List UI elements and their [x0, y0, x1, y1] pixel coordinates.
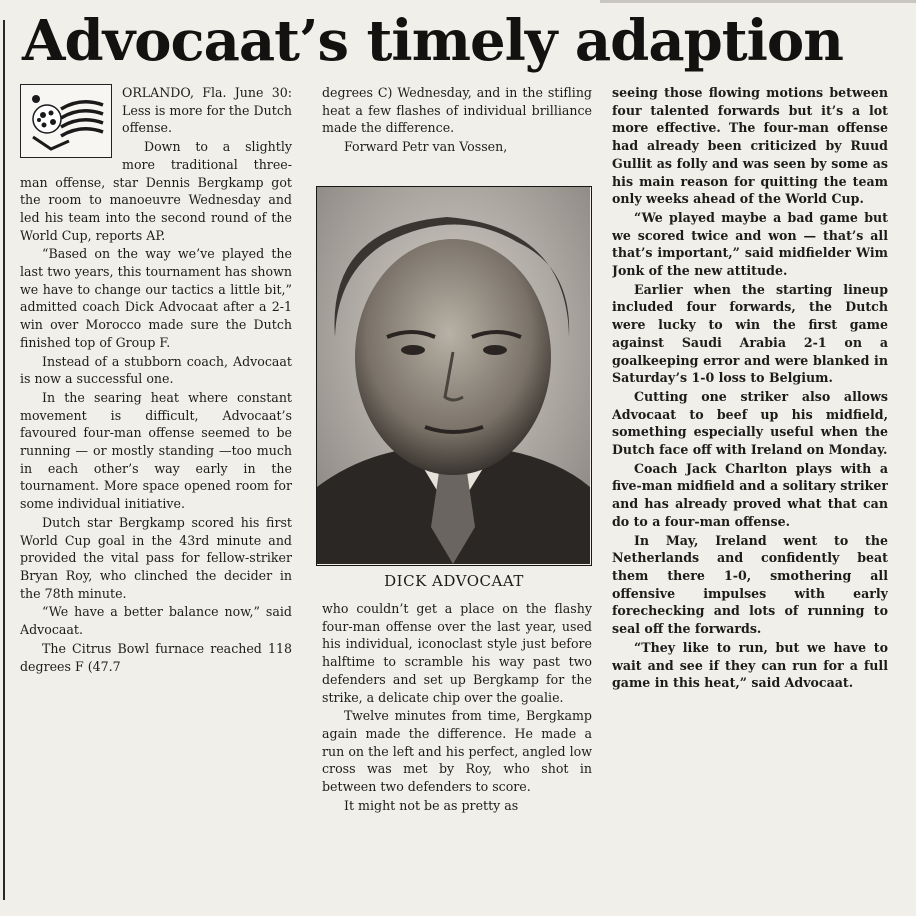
paragraph: The Citrus Bowl furnace reached 118 degrees F (47.7: [20, 640, 292, 674]
paragraph: Twelve minutes from time, Bergkamp again made the difference. He made a run on the left and his perfect, angled low cross was met by Roy, who shot in between two defenders to score.: [322, 708, 592, 795]
paragraph: “Based on the way we’ve played the last two years, this tournament has shown we have to change our tactics a little bit,” admitted coach Dick Advocaat after a 2-1 win over Morocco made sure the Dutch finished top of Group F.: [20, 246, 292, 350]
paragraph: It might not be as pretty as: [344, 797, 519, 813]
article-column-1: [20, 84, 292, 904]
paragraph: who couldn’t get a place on the flashy four-man offense over the last year, used his individual, iconoclast style just before halftime to scramble his way past two defenders and set up Bergkamp for the strike, a delicate chip over the goalie.: [322, 601, 592, 705]
paragraph: ORLANDO, Fla. June 30: Less is more for the Dutch offense.: [122, 85, 292, 136]
paragraph: Coach Jack Charlton plays with a five-man midfield and a solitary striker and has already proved what that can do to a four-man offense.: [612, 460, 888, 529]
article-column-3: [612, 84, 888, 908]
paragraph: Instead of a stubborn coach, Advocaat is now a successful one.: [20, 353, 292, 387]
paragraph: “We played maybe a bad game but we scored twice and won — that’s all that’s important,” said midfielder Wim Jonk of the new attitude.: [612, 209, 888, 279]
paragraph: In May, Ireland went to the Netherlands and confidently beat them there 1-0, smothering all offensive impulses with early forechecking and lots of running to seal off the forwards.: [612, 532, 888, 637]
paragraph: seeing those flowing motions between four talented forwards but it’s a lot more effective. The four-man offense had already been criticized by Ruud Gullit as folly and was seen by some as his main reason for quitting the team only weeks ahead of the World Cup.: [612, 85, 888, 207]
paragraph: “They like to run, but we have to wait and see if they can run for a full game in this heat,” said Advocaat.: [612, 639, 888, 691]
paragraph: Cutting one striker also allows Advocaat to beef up his midfield, something especially useful when the Dutch face off with Ireland on Monday.: [612, 388, 888, 458]
paragraph: In the searing heat where constant movement is difficult, Advocaat’s favoured four-man offense seemed to be running — or mostly standing —too much in each other’s way early in the tournament. More space opened room for some individual initiative.: [20, 389, 292, 512]
paragraph: Dutch star Bergkamp scored his first World Cup goal in the 43rd minute and provided the vital pass for fellow-striker Bryan Roy, who clinched the decider in the 78th minute.: [20, 514, 292, 601]
paragraph: Down to a slightly more traditional three-man offense, star Dennis Bergkamp got the room to manoeuvre Wednesday and led his team into the second round of the World Cup, reports AP.: [20, 139, 292, 243]
article-column-2-bottom: [322, 600, 592, 904]
photo-caption: DICK ADVOCAAT: [384, 572, 524, 590]
headline: Advocaat’s timely adaption: [22, 8, 843, 74]
paragraph: degrees C) Wednesday, and in the stifling heat a few flashes of individual brilliance made the difference.: [322, 85, 592, 136]
paragraph: Earlier when the starting lineup included four forwards, the Dutch were lucky to win the first game against Saudi Arabia 2-1 on a goalkeeping error and were blanked in Saturday’s 1-0 loss to Belgium.: [612, 281, 888, 386]
top-rule: [600, 0, 916, 3]
world-cup-logo-icon: [20, 84, 112, 158]
paragraph: Forward Petr van Vossen,: [344, 139, 508, 155]
paragraph: “We have a better balance now,” said Advocaat.: [20, 604, 292, 638]
coach-photo: [316, 186, 592, 566]
column-rule: [3, 20, 5, 900]
article-column-2-top: [322, 84, 592, 184]
